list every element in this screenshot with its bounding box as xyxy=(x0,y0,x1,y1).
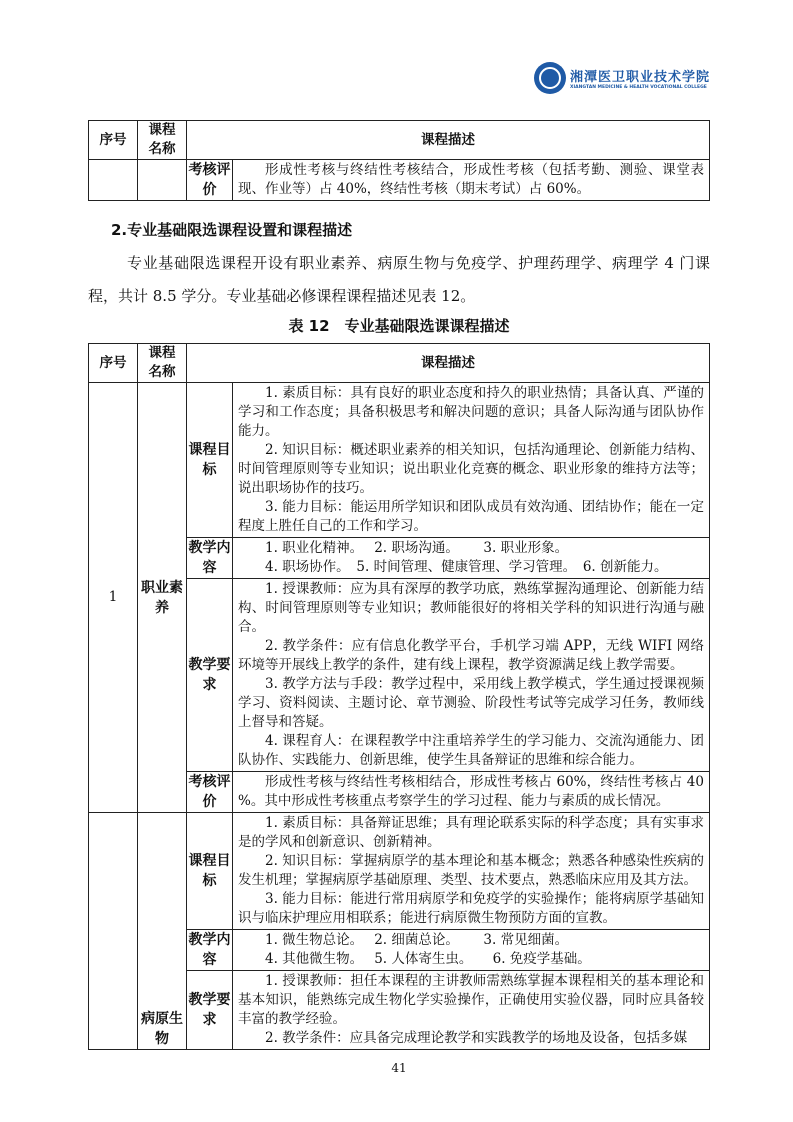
row-content xyxy=(233,813,710,930)
row-label: 考核评价 xyxy=(187,160,233,201)
course-name: 病原生物 xyxy=(138,813,187,1050)
table-header-row xyxy=(89,344,710,383)
row-content xyxy=(233,579,710,772)
paragraph: 4. 其他微生物。 5. 人体寄生虫。 6. 免疫学基础。 xyxy=(265,951,591,967)
paragraph: 3. 能力目标：能进行常用病原学和免疫学的实验操作；能将病原学基础知识与临床护理应用相联系；能进行病原微生物预防方面的宣教。 xyxy=(238,891,704,926)
section-paragraph: 专业基础限选课程开设有职业素养、病原生物与免疫学、护理药理学、病理学 4 门课程，共计 8.5 学分。专业基础必修课程课程描述见表 12。 xyxy=(88,254,710,305)
row-label: 教学要求 xyxy=(187,971,233,1050)
paragraph: 1. 微生物总论。 2. 细菌总论。 3. 常见细菌。 xyxy=(265,932,569,948)
paragraph: 1. 授课教师：担任本课程的主讲教师需熟练掌握本课程相关的基本理论和基本知识，能熟练完成生物化学实验操作，正确使用实验仪器，同时应具备较丰富的教学经验。 xyxy=(238,973,704,1027)
header-desc: 课程描述 xyxy=(187,344,710,383)
header-no: 序号 xyxy=(89,344,138,383)
course-row-goals xyxy=(89,383,710,538)
header-name: 课程名称 xyxy=(138,344,187,383)
paragraph: 2. 知识目标：概述职业素养的相关知识，包括沟通理论、创新能力结构、时间管理原则等专业知识；说出职业化竞赛的概念、职业形象的维持方法等；说出职场协作的技巧。 xyxy=(238,442,704,496)
paragraph: 2. 知识目标：掌握病原学的基本理论和基本概念；熟悉各种感染性疾病的发生机理；掌握病原学基础原理、类型、技术要点，熟悉临床应用及其方法。 xyxy=(238,853,704,888)
header-name: 课程名称 xyxy=(138,121,187,160)
row-label: 教学要求 xyxy=(187,579,233,772)
paragraph: 1. 授课教师：应为具有深厚的教学功底，熟练掌握沟通理论、创新能力结构、时间管理原则等专业知识；教师能很好的将相关学科的知识进行沟通与融合。 xyxy=(238,581,704,635)
page-number: 41 xyxy=(391,1061,407,1075)
course-row-goals xyxy=(89,813,710,930)
row-label: 课程目标 xyxy=(187,383,233,538)
paragraph: 4. 课程育人：在课程教学中注重培养学生的学习能力、交流沟通能力、团队协作、实践能力、创新思维，使学生具备辩证的思维和综合能力。 xyxy=(238,733,704,768)
table-header-row xyxy=(89,121,710,160)
header-no: 序号 xyxy=(89,121,138,160)
paragraph: 4. 职场协作。 5. 时间管理、健康管理、学习管理。 6. 创新能力。 xyxy=(265,559,668,575)
course-name: 职业素养 xyxy=(138,383,187,813)
row-content xyxy=(233,930,710,971)
row-label: 教学内容 xyxy=(187,538,233,579)
row-label: 考核评价 xyxy=(187,772,233,813)
course-number xyxy=(89,813,138,1050)
row-label: 课程目标 xyxy=(187,813,233,930)
row-content xyxy=(233,772,710,813)
table-row xyxy=(89,160,710,201)
paragraph: 2. 教学条件：应具备完成理论教学和实践教学的场地及设备，包括多媒 xyxy=(265,1030,688,1046)
course-description-table xyxy=(88,343,710,1050)
paragraph: 形成性考核与终结性考核相结合，形成性考核占 60%，终结性考核占 40 %。其中形成性考核重点考察学生的学习过程、能力与素质的成长情况。 xyxy=(238,774,704,809)
college-logo xyxy=(534,60,710,96)
header-desc: 课程描述 xyxy=(187,121,710,160)
logo-text-en: XIANGTAN MEDICINE & HEALTH VOCATIONAL COLLEGE xyxy=(569,85,707,90)
section-heading: 2.专业基础限选课程设置和课程描述 xyxy=(111,221,353,239)
paragraph: 3. 能力目标：能运用所学知识和团队成员有效沟通、团结协作；能在一定程度上胜任自己的工作和学习。 xyxy=(238,499,704,534)
paragraph: 1. 素质目标：具备辩证思维；具有理论联系实际的科学态度；具有实事求是的学风和创新意识、创新精神。 xyxy=(238,815,704,850)
table-caption: 表 12 专业基础限选课课程描述 xyxy=(288,317,510,335)
previous-course-table xyxy=(88,120,710,201)
row-text: 形成性考核与终结性考核结合，形成性考核（包括考勤、测验、课堂表现、作业等）占 40%，终结性考核（期末考试）占 60%。 xyxy=(238,162,704,197)
paragraph: 1. 职业化精神。 2. 职场沟通。 3. 职业形象。 xyxy=(265,540,569,556)
row-content xyxy=(233,383,710,538)
row-label: 教学内容 xyxy=(187,930,233,971)
paragraph: 2. 教学条件：应有信息化教学平台，手机学习端 APP，无线 WIFI 网络环境等开展线上教学的条件，建有线上课程，教学资源满足线上教学需要。 xyxy=(238,638,704,673)
course-number: 1 xyxy=(89,383,138,813)
paragraph: 3. 教学方法与手段：教学过程中，采用线上教学模式，学生通过授课视频学习、资料阅读、主题讨论、章节测验、阶段性考试等完成学习任务，教师线上督导和答疑。 xyxy=(238,676,704,730)
college-seal-icon xyxy=(534,62,566,94)
row-content xyxy=(233,538,710,579)
paragraph: 1. 素质目标：具有良好的职业态度和持久的职业热情；具备认真、严谨的学习和工作态度；具备积极思考和解决问题的意识；具备人际沟通与团队协作能力。 xyxy=(238,385,704,439)
row-content xyxy=(233,971,710,1050)
logo-text-cn: 湘潭医卫职业技术学院 xyxy=(569,70,710,85)
